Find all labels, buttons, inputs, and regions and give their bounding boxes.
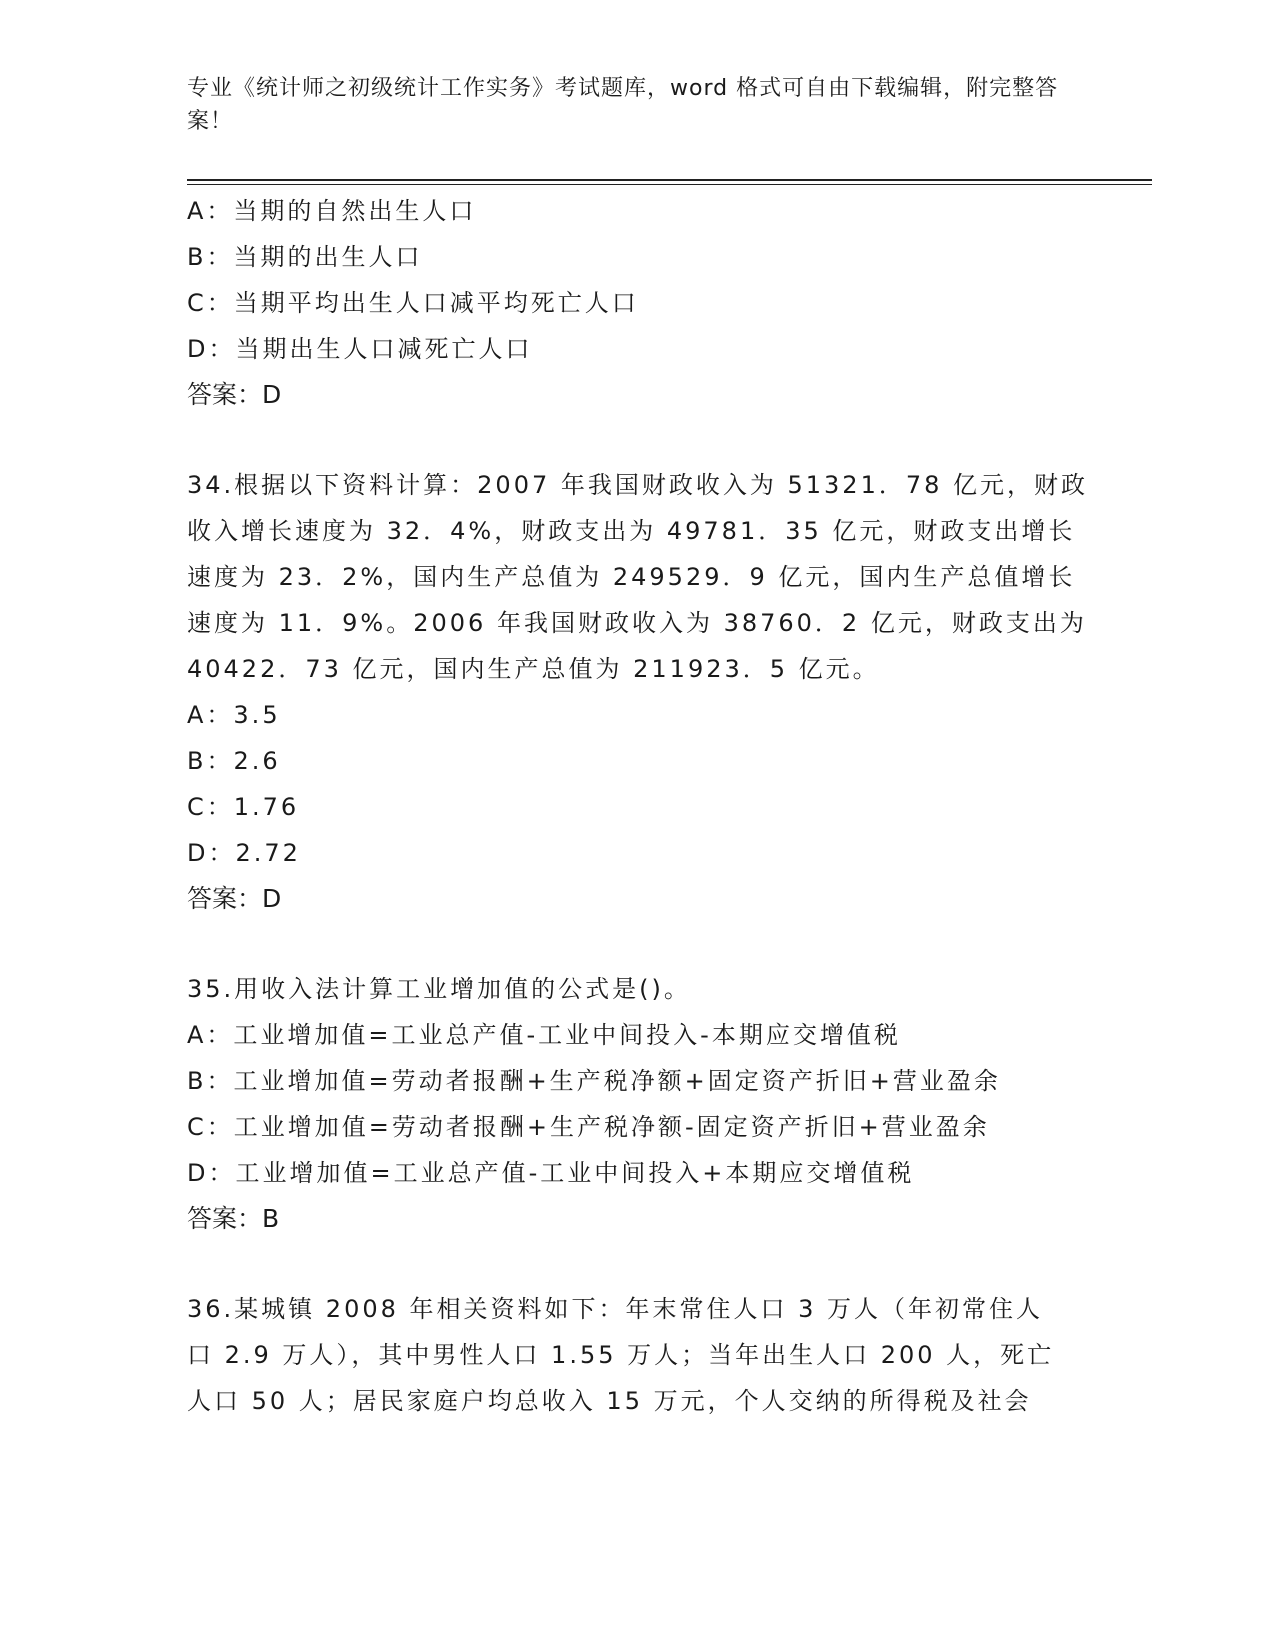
option-c: C：当期平均出生人口减平均死亡人口 <box>187 289 639 317</box>
header-rule-thin <box>187 184 1152 185</box>
question-stem-line: 40422．73 亿元，国内生产总值为 211923．5 亿元。 <box>187 655 880 683</box>
option-a: A：工业增加值=工业总产值-工业中间投入-本期应交增值税 <box>187 1021 901 1049</box>
document-body <box>187 188 1087 1424</box>
question-stem-line: 人口 50 人；居民家庭户均总收入 15 万元，个人交纳的所得税及社会 <box>187 1387 1032 1415</box>
question-33-block <box>187 188 1087 418</box>
header-text: 专业《统计师之初级统计工作实务》考试题库，word 格式可自由下载编辑，附完整答案！ <box>187 76 1059 134</box>
option-c: C：1.76 <box>187 793 300 821</box>
document-header <box>187 72 1077 138</box>
answer-line: 答案：B <box>187 1204 280 1233</box>
option-b: B：工业增加值=劳动者报酬+生产税净额+固定资产折旧+营业盈余 <box>187 1067 1001 1095</box>
question-stem-line: 速度为 23．2%，国内生产总值为 249529．9 亿元，国内生产总值增长 <box>187 563 1076 591</box>
option-b: B：2.6 <box>187 747 281 775</box>
option-d: D：2.72 <box>187 839 301 867</box>
option-a: A：当期的自然出生人口 <box>187 197 477 225</box>
question-stem-line: 收入增长速度为 32．4%，财政支出为 49781．35 亿元，财政支出增长 <box>187 517 1076 545</box>
option-b: B：当期的出生人口 <box>187 243 423 271</box>
option-d: D：工业增加值=工业总产值-工业中间投入+本期应交增值税 <box>187 1159 915 1187</box>
header-rule-thick <box>187 179 1152 181</box>
option-a: A：3.5 <box>187 701 281 729</box>
question-stem: 35.用收入法计算工业增加值的公式是()。 <box>187 975 691 1003</box>
question-stem-line: 口 2.9 万人），其中男性人口 1.55 万人；当年出生人口 200 人，死亡 <box>187 1341 1055 1369</box>
question-stem-line: 34.根据以下资料计算：2007 年我国财政收入为 51321．78 亿元，财政 <box>187 471 1089 499</box>
answer-line: 答案：D <box>187 884 282 913</box>
option-d: D：当期出生人口减死亡人口 <box>187 335 533 363</box>
question-stem-line: 速度为 11．9%。2006 年我国财政收入为 38760．2 亿元，财政支出为 <box>187 609 1087 637</box>
answer-line: 答案：D <box>187 380 282 409</box>
question-34-block <box>187 462 1087 922</box>
option-c: C：工业增加值=劳动者报酬+生产税净额-固定资产折旧+营业盈余 <box>187 1113 990 1141</box>
question-35-block <box>187 966 1087 1242</box>
question-stem-line: 36.某城镇 2008 年相关资料如下：年末常住人口 3 万人（年初常住人 <box>187 1295 1044 1323</box>
question-36-block <box>187 1286 1087 1424</box>
